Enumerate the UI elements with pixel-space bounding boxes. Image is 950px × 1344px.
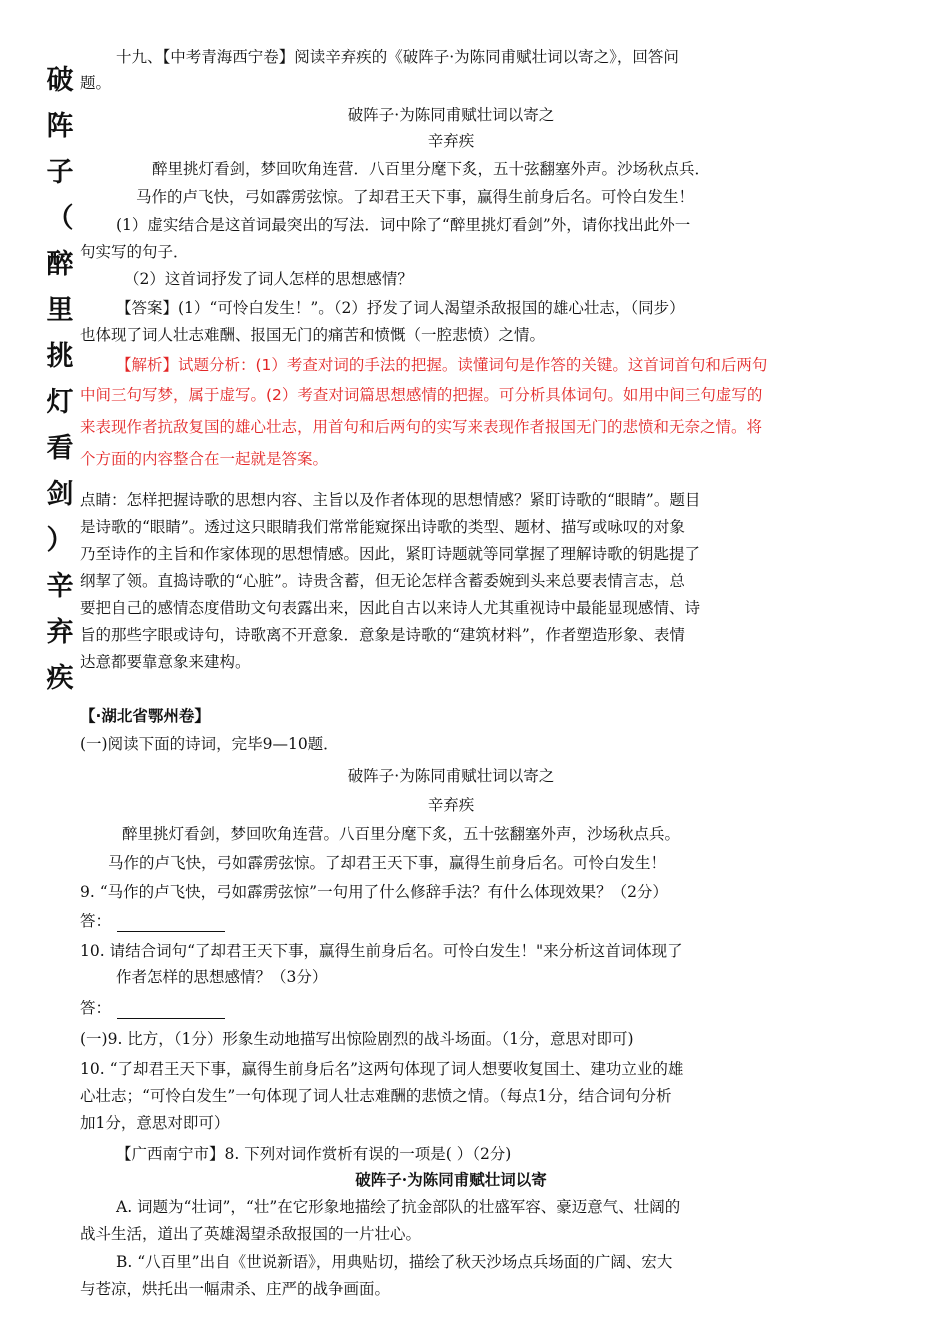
question-9: 9. “马作的卢飞快，弓如霹雳弦惊”一句用了什么修辞手法？有什么体现效果？（2分） — [80, 883, 668, 901]
question-1: (1）虚实结合是这首词最突出的写法．词中除了“醉里挑灯看剑”外，请你找出此外一 — [116, 216, 691, 234]
side-title-char: 看 — [46, 433, 74, 464]
section-header: 【·湖北省鄂州卷】 — [80, 707, 210, 725]
dianjing-line: 要把自己的感情态度借助文句表露出来，因此自古以来诗人尤其重视诗中最能显现感情、诗 — [80, 599, 701, 617]
dianjing-line: 点睛：怎样把握诗歌的思想内容、主旨以及作者体现的思想情感？紧盯诗歌的“眼睛”。题目 — [80, 491, 701, 509]
poem-title: 破阵子·为陈同甫赋壮词以寄之 — [347, 106, 555, 124]
answer-line[interactable] — [117, 915, 225, 932]
answer-blank-10 — [80, 997, 225, 1019]
dianjing-line: 旨的那些字眼或诗句，诗歌离不开意象．意象是诗歌的“建筑材料”，作者塑造形象、表情 — [80, 626, 685, 644]
answer-line[interactable] — [117, 1002, 225, 1019]
question-8: 【广西南宁市】8. 下列对词作赏析有误的一项是( ）（2分) — [116, 1145, 512, 1163]
question-10-cont: 作者怎样的思想感情？（3分） — [116, 968, 328, 986]
question-2: （2）这首词抒发了词人怎样的思想感情？ — [124, 270, 413, 288]
analysis-line: 【解析】试题分析：(1）考查对词的手法的把握。读懂词句是作答的关键。这首词首句和后两句 — [116, 356, 768, 374]
key-10: 10. “了却君王天下事，赢得生前身后名”这两句体现了词人想要收复国土、建功立业的雄 — [80, 1060, 684, 1078]
dianjing-line: 乃至诗作的主旨和作家体现的思想情感。因此，紧盯诗题就等同掌握了理解诗歌的钥匙提了 — [80, 545, 701, 563]
answer-blank-9 — [80, 910, 225, 932]
option-b: B. “八百里”出自《世说新语》，用典贴切，描绘了秋天沙场点兵场面的广阔、宏大 — [116, 1253, 673, 1271]
side-title-char: 里 — [46, 295, 74, 326]
answer-label: 答： — [80, 999, 112, 1017]
dianjing-line: 纲挈了领。直捣诗歌的“心脏”。诗贵含蓄，但无论怎样含蓄委婉到头来总要表情言志，总 — [80, 572, 685, 590]
side-title — [42, 58, 78, 702]
analysis-line: 个方面的内容整合在一起就是答案。 — [80, 450, 329, 468]
poem-line: 马作的卢飞快，弓如霹雳弦惊。了却君王天下事，赢得生前身后名。可怜白发生！ — [136, 188, 695, 206]
poem-title: 破阵子·为陈同甫赋壮词以寄之 — [347, 767, 555, 785]
option-a: A. 词题为“壮词”，“壮”在它形象地描绘了抗金部队的壮盛军容、豪迈意气、壮阔的 — [116, 1198, 681, 1216]
key-10-cont: 心壮志；“可怜白发生”一句体现了词人壮志难酬的悲愤之情。（每点1分，结合词句分析 — [80, 1087, 672, 1105]
poem-line: 醉里挑灯看剑，梦回吹角连营。八百里分麾下炙，五十弦翻塞外声，沙场秋点兵。 — [122, 825, 681, 843]
poem-line: 醉里挑灯看剑，梦回吹角连营．八百里分麾下炙，五十弦翻塞外声。沙场秋点兵． — [152, 160, 711, 178]
side-title-char: ） — [46, 525, 74, 556]
question-10: 10. 请结合词句“了却君王天下事，赢得生前身后名。可怜白发生！"来分析这首词体现了 — [80, 942, 683, 960]
side-title-char: 剑 — [46, 479, 74, 510]
analysis-line: 中间三句写梦，属于虚写。(2）考查对词篇思想感情的把握。可分析具体词句。如用中间三句虚写的 — [80, 386, 763, 404]
poem-title: 破阵子·为陈同甫赋壮词以寄 — [355, 1170, 547, 1189]
poem-line: 马作的卢飞快，弓如霹雳弦惊。了却君王天下事，赢得生前身后名。可怜白发生！ — [108, 854, 667, 872]
side-title-char: 子 — [46, 157, 74, 188]
side-title-char: 破 — [46, 65, 74, 96]
key-9: (一)9. 比方，（1分）形象生动地描写出惊险剧烈的战斗场面。（1分，意思对即可) — [80, 1030, 634, 1048]
analysis-line: 来表现作者抗敌复国的雄心壮志，用首句和后两句的实写来表现作者报国无门的悲愤和无奈之情。将 — [80, 418, 763, 436]
answer-cont: 也体现了词人壮志难酬、报国无门的痛苦和愤慨（一腔悲愤）之情。 — [80, 326, 546, 344]
q19-intro: 十九、【中考青海西宁卷】阅读辛弃疾的《破阵子·为陈同甫赋壮词以寄之》，回答问 — [116, 48, 679, 66]
poem-author: 辛弃疾 — [427, 796, 475, 814]
side-title-char: 醉 — [46, 249, 74, 280]
option-a-cont: 战斗生活，道出了英雄渴望杀敌报国的一片壮心。 — [80, 1225, 422, 1243]
side-title-char: 弃 — [46, 617, 74, 648]
question-1-cont: 句实写的句子． — [80, 243, 189, 261]
side-title-char: 疾 — [46, 663, 74, 694]
side-title-char: （ — [46, 203, 74, 234]
option-b-cont: 与苍凉，烘托出一幅肃杀、庄严的战争画面。 — [80, 1280, 391, 1298]
answer: 【答案】(1）“可怜白发生！”。（2）抒发了词人渴望杀敌报国的雄心壮志，（同步） — [116, 299, 685, 317]
q19-intro-cont: 题。 — [80, 74, 112, 92]
side-title-char: 阵 — [46, 111, 74, 142]
poem-author: 辛弃疾 — [427, 132, 475, 150]
key-10-cont: 加1分，意思对即可） — [80, 1114, 230, 1132]
instruction: (一)阅读下面的诗词，完毕9—10题． — [80, 735, 339, 753]
dianjing-line: 是诗歌的“眼睛”。透过这只眼睛我们常常能窥探出诗歌的类型、题材、描写或咏叹的对象 — [80, 518, 685, 536]
side-title-char: 灯 — [46, 387, 74, 418]
side-title-char: 辛 — [46, 571, 74, 602]
side-title-char: 挑 — [46, 341, 74, 372]
answer-label: 答： — [80, 912, 112, 930]
dianjing-line: 达意都要靠意象来建构。 — [80, 653, 251, 671]
